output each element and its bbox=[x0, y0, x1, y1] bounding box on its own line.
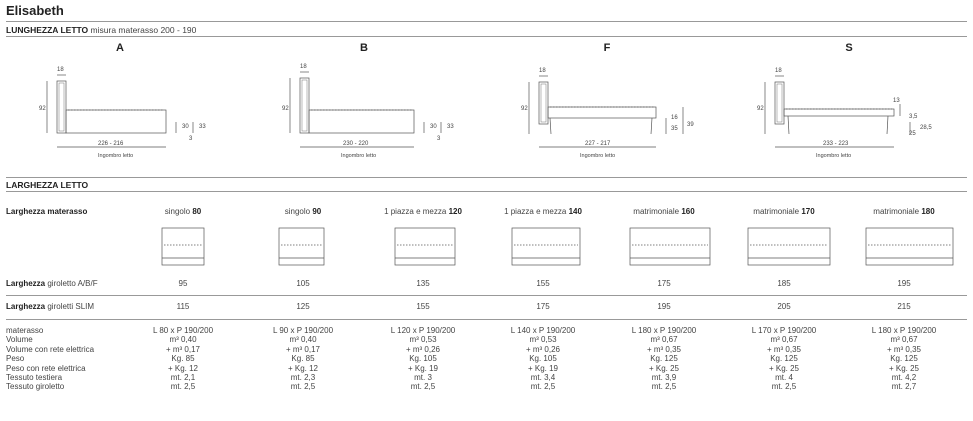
giroletto-abf-value: 95 bbox=[178, 279, 188, 288]
giroletti-slim-value: 125 bbox=[296, 302, 310, 311]
divider-larghezza-top bbox=[6, 177, 967, 178]
variant-b-label: B bbox=[360, 42, 368, 54]
variant-a-caption: Ingombro letto bbox=[98, 153, 134, 159]
page-title: Elisabeth bbox=[6, 3, 64, 18]
divider-lunghezza bbox=[6, 36, 967, 37]
front-view-160 bbox=[630, 228, 710, 265]
spec-column-5: L 180 x P 190/200 m³ 0,67 + m³ 0,35 Kg. 125 + Kg. 25 mt. 3,9 mt. 2,5 bbox=[631, 326, 697, 392]
spec-label: materasso bbox=[6, 326, 44, 335]
variant-b-caption: Ingombro letto bbox=[341, 153, 377, 159]
spec-label: Volume con rete elettrica bbox=[6, 344, 95, 354]
variant-s-dim-4: 28,5 bbox=[920, 125, 932, 131]
side-view-s bbox=[765, 76, 910, 147]
section-lunghezza-label: LUNGHEZZA LETTO bbox=[6, 25, 89, 35]
column-header-3: 1 piazza e mezza 120 bbox=[384, 207, 462, 216]
variant-a-dim-2: 33 bbox=[199, 124, 206, 130]
mattress-row-label: Larghezza materasso bbox=[6, 207, 88, 216]
section-larghezza-label: LARGHEZZA LETTO bbox=[6, 180, 89, 190]
variant-s-dim-1: 13 bbox=[893, 98, 900, 104]
variant-s-headboard: 18 bbox=[775, 68, 782, 74]
variant-s-depth: 233 - 223 bbox=[823, 141, 849, 147]
column-header-7: matrimoniale 180 bbox=[873, 207, 935, 216]
spec-label: Peso bbox=[6, 354, 25, 364]
giroletti-slim-value: 205 bbox=[777, 302, 791, 311]
giroletto-abf-value: 185 bbox=[777, 279, 791, 288]
front-view-120 bbox=[395, 228, 455, 265]
variant-b-dim-2: 33 bbox=[447, 124, 454, 130]
variant-s-caption: Ingombro letto bbox=[816, 153, 852, 159]
variant-f-label: F bbox=[603, 42, 611, 54]
spec-label: Tessuto testiera bbox=[6, 373, 63, 383]
giroletti-slim-label: Larghezza giroletti SLIM bbox=[6, 302, 95, 311]
variant-a-dim-3: 3 bbox=[189, 136, 193, 142]
giroletti-slim-value: 215 bbox=[897, 302, 911, 311]
side-view-a bbox=[47, 75, 193, 147]
column-header-5: matrimoniale 160 bbox=[633, 207, 695, 216]
giroletti-slim-value: 155 bbox=[416, 302, 430, 311]
spec-label: Volume bbox=[6, 335, 33, 345]
giroletto-abf-value: 195 bbox=[897, 279, 911, 288]
variant-a-headboard: 18 bbox=[57, 67, 64, 73]
spec-column-4: L 140 x P 190/200 m³ 0,53 + m³ 0,26 Kg. 105 + Kg. 19 mt. 3,4 mt. 2,5 bbox=[510, 326, 576, 392]
divider-giroletto bbox=[6, 295, 967, 296]
variant-f-height: 92 bbox=[521, 106, 528, 112]
variant-b-headboard: 18 bbox=[300, 64, 307, 70]
giroletto-abf-value: 155 bbox=[536, 279, 550, 288]
front-view-140 bbox=[512, 228, 580, 265]
spec-column-2: L 90 x P 190/200 m³ 0,40 + m³ 0,17 Kg. 85 + Kg. 12 mt. 2,3 mt. 2,5 bbox=[272, 326, 334, 392]
spec-labels bbox=[6, 326, 94, 392]
variant-b-depth: 230 - 220 bbox=[343, 141, 369, 147]
variant-f-dim-3: 39 bbox=[687, 122, 694, 128]
column-header-6: matrimoniale 170 bbox=[753, 207, 815, 216]
variant-a-label: A bbox=[116, 42, 124, 54]
front-views bbox=[0, 220, 973, 272]
variant-s-dim-2: 3,5 bbox=[909, 114, 918, 120]
divider-top bbox=[6, 21, 967, 22]
variant-s-dim-3: 25 bbox=[909, 131, 916, 137]
variant-f-headboard: 18 bbox=[539, 68, 546, 74]
front-view-90 bbox=[279, 228, 324, 265]
spec-column-7: L 180 x P 190/200 m³ 0,67 + m³ 0,35 Kg. 125 + Kg. 25 mt. 4,2 mt. 2,7 bbox=[871, 326, 937, 392]
column-header-1: singolo 80 bbox=[164, 207, 202, 216]
variant-s-label: S bbox=[845, 42, 853, 54]
variant-f-caption: Ingombro letto bbox=[580, 153, 616, 159]
section-lunghezza-note: misura materasso 200 - 190 bbox=[90, 25, 197, 35]
variant-f-depth: 227 - 217 bbox=[585, 141, 611, 147]
divider-larghezza bbox=[6, 191, 967, 192]
spec-column-1: L 80 x P 190/200 m³ 0,40 + m³ 0,17 Kg. 85 + Kg. 12 mt. 2,1 mt. 2,5 bbox=[152, 326, 214, 392]
column-header-2: singolo 90 bbox=[284, 207, 322, 216]
variant-a-dim-1: 30 bbox=[182, 124, 189, 130]
side-view-f bbox=[529, 76, 683, 147]
giroletti-slim-value: 175 bbox=[536, 302, 550, 311]
giroletto-abf-value: 175 bbox=[657, 279, 671, 288]
giroletto-abf-value: 105 bbox=[296, 279, 310, 288]
variant-f-dim-1: 16 bbox=[671, 115, 678, 121]
variant-b-height: 92 bbox=[282, 106, 289, 112]
side-view-b bbox=[290, 72, 441, 147]
variant-b-dim-1: 30 bbox=[430, 124, 437, 130]
variant-f-dim-2: 35 bbox=[671, 126, 678, 132]
spec-column-6: L 170 x P 190/200 m³ 0,67 + m³ 0,35 Kg. 125 + Kg. 25 mt. 4 mt. 2,5 bbox=[751, 326, 817, 392]
giroletto-abf-value: 135 bbox=[416, 279, 430, 288]
front-view-180 bbox=[866, 228, 953, 265]
spec-label: Peso con rete elettrica bbox=[6, 363, 86, 373]
giroletti-slim-value: 115 bbox=[176, 302, 190, 311]
front-view-170 bbox=[748, 228, 830, 265]
spec-label: Tessuto giroletto bbox=[6, 382, 65, 392]
section-larghezza bbox=[6, 180, 88, 190]
giroletto-abf-label: Larghezza giroletto A/B/F bbox=[6, 279, 98, 288]
column-header-4: 1 piazza e mezza 140 bbox=[504, 207, 582, 216]
variant-b-dim-3: 3 bbox=[437, 136, 441, 142]
section-lunghezza bbox=[6, 25, 196, 35]
divider-specs bbox=[6, 319, 967, 320]
giroletti-slim-value: 195 bbox=[657, 302, 671, 311]
front-view-80 bbox=[162, 228, 204, 265]
variant-a-depth: 226 - 216 bbox=[98, 141, 124, 147]
spec-column-3: L 120 x P 190/200 m³ 0,53 + m³ 0,26 Kg. 105 + Kg. 19 mt. 3 mt. 2,5 bbox=[390, 326, 456, 392]
variant-a-height: 92 bbox=[39, 106, 46, 112]
variant-s-height: 92 bbox=[757, 106, 764, 112]
